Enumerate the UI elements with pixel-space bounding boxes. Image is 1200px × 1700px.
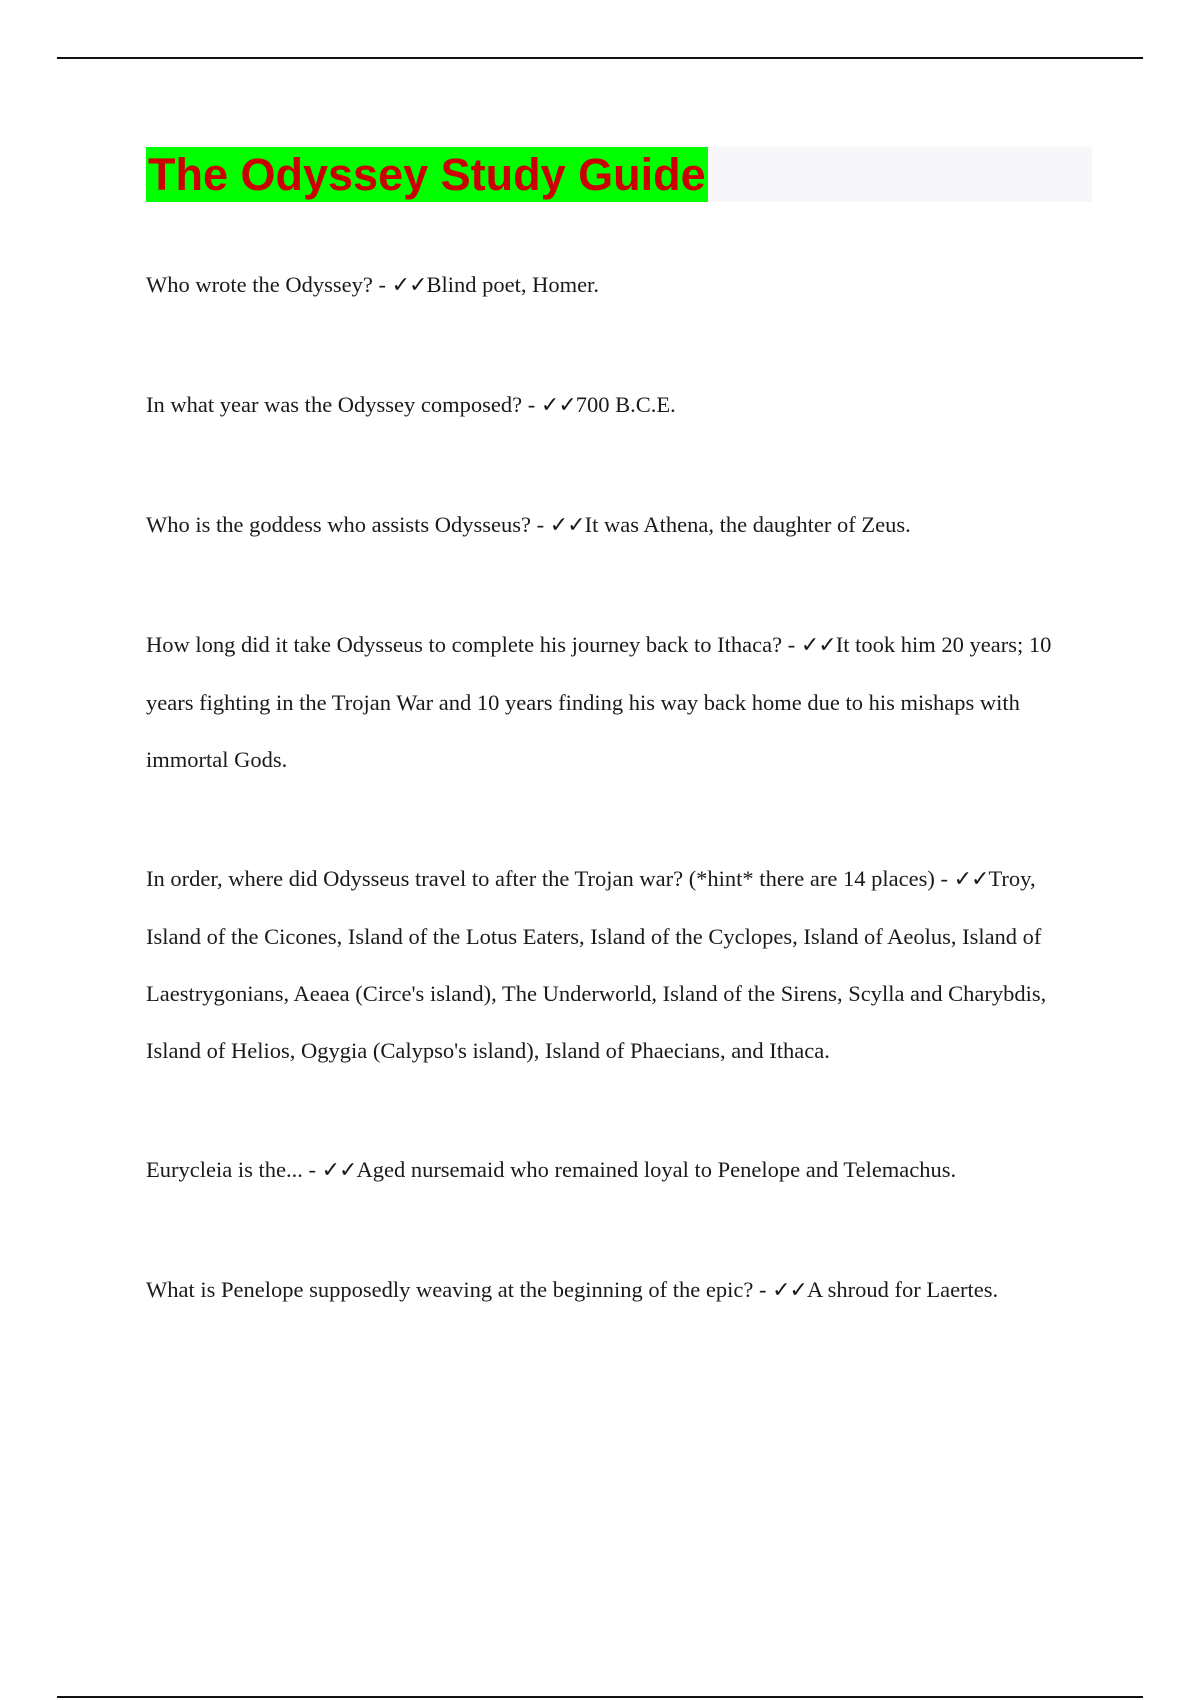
answer-text: Blind poet, Homer. xyxy=(426,272,599,297)
question-text: In what year was the Odyssey composed? xyxy=(146,392,523,417)
answer-text: Troy, Island of the Cicones, Island of the Lotus Eaters, Island of the Cyclopes, Island of Aeolus, Island of Laestrygonians, Aeaea (Circe's island), The Underworld, Island of the Sirens, Scylla and Charybdis, Island of Helios, Ogygia (Calypso's island), Island of Phaecians, and Ithaca. xyxy=(146,866,1047,1063)
qa-item-1 xyxy=(146,256,1086,314)
bottom-rule xyxy=(57,1696,1143,1698)
separator: - xyxy=(530,512,550,537)
document-title: The Odyssey Study Guide xyxy=(148,149,706,200)
question-text: Eurycleia is the... xyxy=(146,1157,303,1182)
separator: - xyxy=(782,632,801,657)
answer-text: It was Athena, the daughter of Zeus. xyxy=(584,512,911,537)
separator: - xyxy=(302,1157,322,1182)
top-rule xyxy=(57,57,1143,59)
question-text: Who is the goddess who assists Odysseus? xyxy=(146,512,531,537)
question-text: How long did it take Odysseus to complete his journey back to Ithaca? xyxy=(146,632,783,657)
answer-text: Aged nursemaid who remained loyal to Penelope and Telemachus. xyxy=(356,1157,957,1182)
question-text: What is Penelope supposedly weaving at the beginning of the epic? xyxy=(146,1277,754,1302)
check-icon: ✓✓ xyxy=(549,513,585,538)
qa-item-3 xyxy=(146,496,1086,554)
check-icon: ✓✓ xyxy=(772,1278,807,1303)
separator: - xyxy=(753,1277,773,1302)
qa-item-2 xyxy=(146,376,1086,434)
separator: - xyxy=(372,272,392,297)
qa-item-7 xyxy=(146,1261,1086,1319)
answer-text: 700 B.C.E. xyxy=(575,392,676,417)
separator: - xyxy=(522,392,541,417)
qa-item-5 xyxy=(146,850,1086,1079)
question-text: In order, where did Odysseus travel to after the Trojan war? (*hint* there are 14 places) xyxy=(146,866,935,891)
qa-item-4 xyxy=(146,616,1086,788)
check-icon: ✓✓ xyxy=(953,867,989,892)
check-icon: ✓✓ xyxy=(391,273,427,298)
check-icon: ✓✓ xyxy=(321,1158,357,1183)
check-icon: ✓✓ xyxy=(540,393,576,418)
answer-text: A shroud for Laertes. xyxy=(806,1277,999,1302)
study-guide-content xyxy=(146,256,1086,1319)
separator: - xyxy=(934,866,954,891)
qa-item-6 xyxy=(146,1141,1086,1199)
answer-text: It took him 20 years; 10 years fighting in the Trojan War and 10 years finding his way back home due to his mishaps with immortal Gods. xyxy=(146,632,1052,772)
check-icon: ✓✓ xyxy=(800,633,836,658)
question-text: Who wrote the Odyssey? xyxy=(146,272,373,297)
